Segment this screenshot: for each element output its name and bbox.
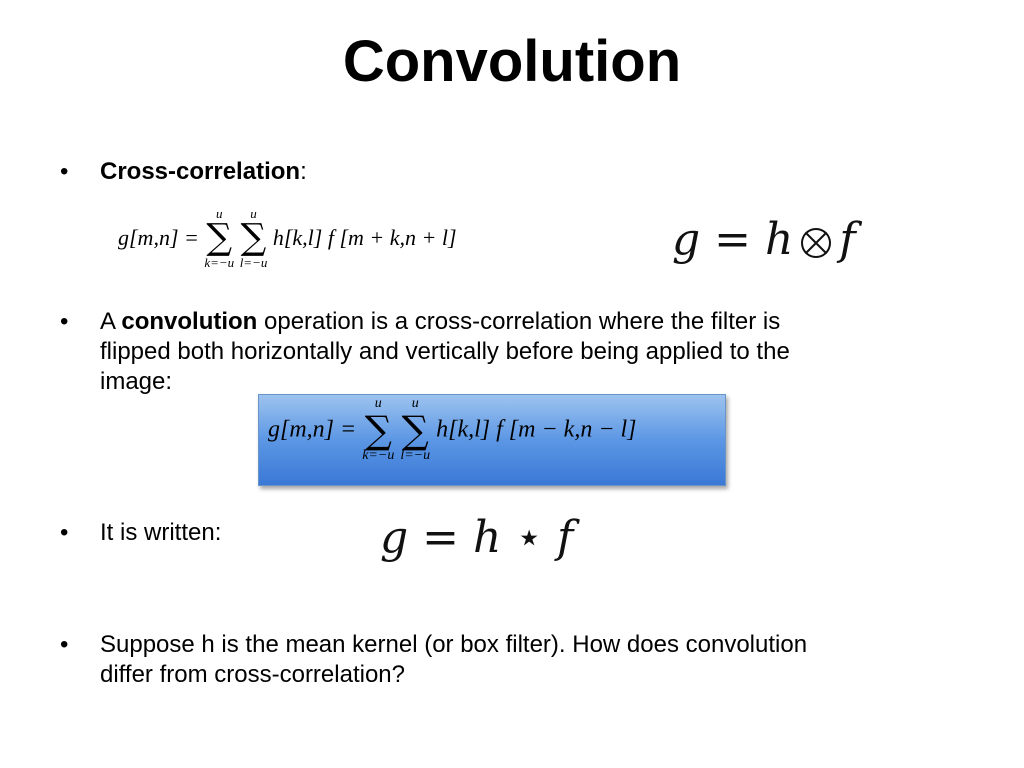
sum-k [204, 207, 234, 269]
symbol-equals: = [714, 214, 752, 265]
sum-symbol: ∑ [364, 408, 392, 452]
term-cross-correlation: Cross-correlation [100, 158, 301, 185]
sum-lower-limit: l=−u [239, 255, 268, 270]
sum-lower-limit: l=−u [400, 448, 431, 463]
sum-symbol: ∑ [401, 408, 429, 452]
equation-rhs: h[k,l] f [m + k,n + l] [272, 225, 457, 250]
symbol-equals: = [422, 512, 460, 563]
bullet-convolution [100, 307, 980, 397]
bullet-marker: • [60, 158, 69, 185]
cross-correlation-equation [118, 207, 457, 269]
sum-symbol: ∑ [240, 217, 267, 258]
bullet-line: Suppose h is the mean kernel (or box filter). How does convolution [100, 631, 808, 658]
sum-k [362, 397, 394, 463]
colon: : [300, 158, 307, 185]
sum-upper-limit: u [374, 396, 382, 411]
slide-title: Convolution [342, 29, 682, 94]
bullet-line [100, 307, 980, 337]
text: A [100, 308, 122, 335]
bullet-question [100, 630, 980, 690]
symbol-h: h [765, 214, 794, 265]
circled-times-icon [801, 228, 831, 258]
sum-upper-limit: u [216, 206, 223, 221]
star-icon: ⋆ [515, 512, 543, 563]
bullet-line: differ from cross-correlation? [100, 661, 405, 688]
bullet-marker: • [60, 519, 69, 546]
bullet-line: flipped both horizontally and vertically before being applied to the [100, 338, 790, 365]
sum-upper-limit: u [411, 396, 419, 411]
term-convolution: convolution [121, 308, 258, 335]
bullet-marker: • [60, 308, 69, 335]
convolution-equation [268, 397, 637, 463]
sum-upper-limit: u [250, 206, 257, 221]
sum-lower-limit: k=−u [204, 255, 235, 270]
bullet-cross-correlation [100, 157, 307, 187]
bullet-written: It is written: [100, 519, 222, 546]
symbol-g: g [380, 512, 409, 563]
sum-lower-limit: k=−u [362, 448, 395, 463]
sum-symbol: ∑ [206, 217, 233, 258]
bullet-marker: • [60, 631, 69, 658]
equation-lhs: g[m,n] = [268, 416, 357, 443]
equation-rhs: h[k,l] f [m − k,n − l] [436, 416, 637, 443]
convolution-notation [380, 512, 573, 563]
symbol-g: g [672, 214, 701, 265]
sum-l [400, 397, 430, 463]
symbol-f: f [556, 512, 574, 563]
symbol-h: h [473, 512, 502, 563]
symbol-f: f [839, 214, 856, 265]
sum-l [240, 207, 268, 269]
text: operation is a cross-correlation where the filter is [257, 308, 781, 335]
cross-correlation-notation [672, 214, 856, 265]
bullet-line: image: [100, 368, 173, 395]
equation-lhs: g[m,n] = [118, 225, 199, 250]
